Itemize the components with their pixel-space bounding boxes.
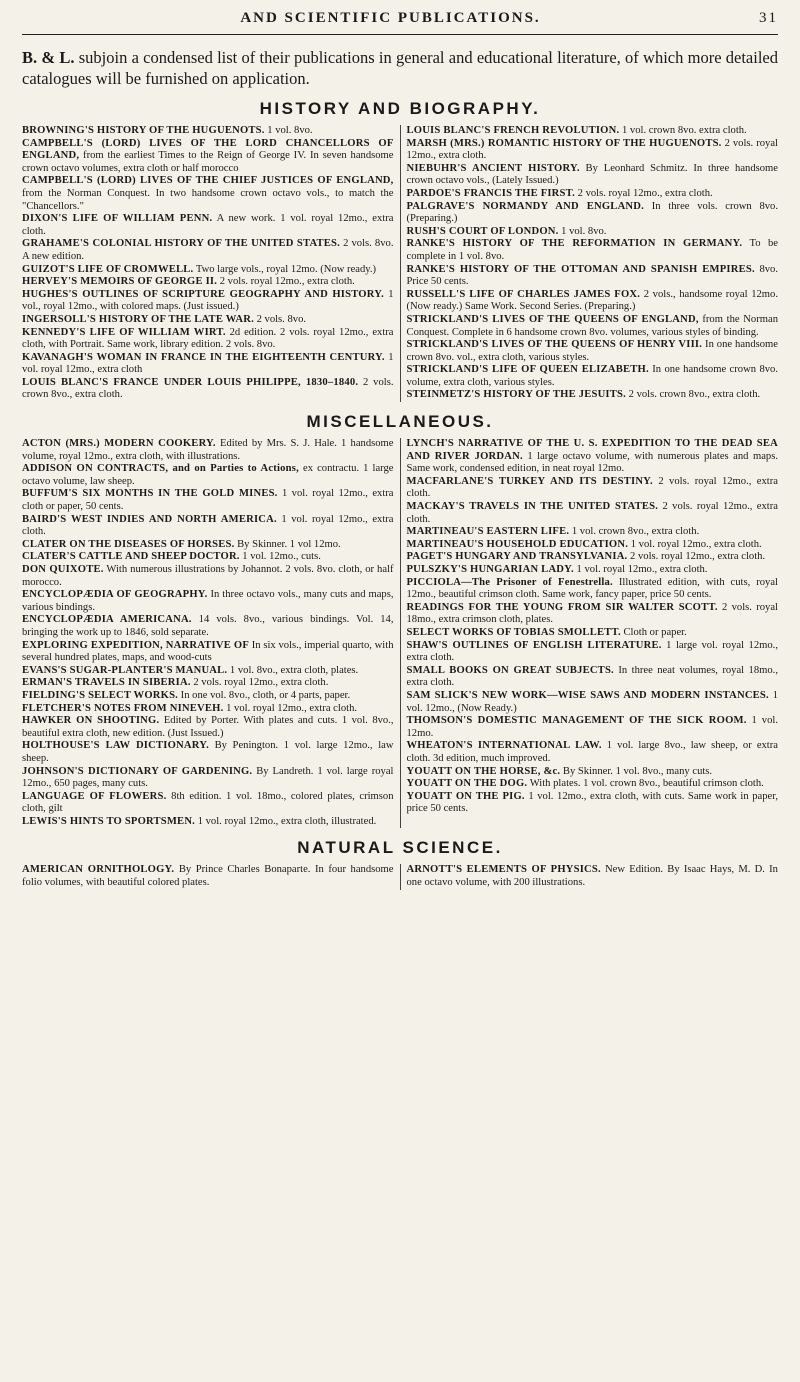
entry-description: 2 vols. royal 12mo., extra cloth. — [193, 677, 329, 689]
catalogue-entry — [22, 589, 394, 614]
catalogue-entry — [407, 539, 779, 552]
entry-title: KENNEDY'S LIFE OF WILLIAM WIRT. — [22, 326, 226, 338]
entry-description: 1 vol. crown 8vo., extra cloth. — [571, 526, 700, 538]
catalogue-entry — [407, 526, 779, 539]
entry-title: MACKAY'S TRAVELS IN THE UNITED STATES. — [406, 501, 659, 513]
entry-description: In one handsome crown 8vo. vol., extra cloth, various styles. — [406, 339, 778, 363]
column-left — [22, 438, 401, 828]
entry-description: Edited by Porter. With plates and cuts. 1 vol. 8vo., beautiful extra cloth, new edition. (Just Issued.) — [22, 715, 394, 739]
entry-title: DON QUIXOTE. — [22, 564, 104, 575]
entry-description: 1 vol. royal 12mo., extra cloth. — [22, 513, 394, 538]
entry-title: ARNOTT'S ELEMENTS OF PHYSICS. — [406, 864, 601, 876]
entry-title: HUGHES'S OUTLINES OF SCRIPTURE GEOGRAPHY AND HISTORY. — [22, 288, 384, 300]
entry-description: In three vols. crown 8vo. (Preparing.) — [406, 200, 778, 225]
entry-title: HAWKER ON SHOOTING. — [22, 715, 160, 727]
two-column-list — [22, 125, 778, 402]
entry-description: 1 large octavo volume, with numerous plates and maps. Same work, condensed edition, in neat royal 12mo. — [406, 450, 778, 475]
catalogue-entry — [407, 476, 779, 501]
catalogue-entry — [407, 640, 779, 665]
entry-title: ADDISON ON CONTRACTS, and on Parties to Actions, — [22, 463, 299, 475]
catalogue-entry — [407, 438, 779, 476]
catalogue-entry — [407, 314, 779, 339]
entry-title: MACFARLANE'S TURKEY AND ITS DESTINY. — [406, 475, 653, 487]
entry-title: STRICKLAND'S LIVES OF THE QUEENS OF ENGLAND, — [406, 313, 699, 325]
catalogue-entry — [22, 175, 394, 213]
running-head-title: AND SCIENTIFIC PUBLICATIONS. — [240, 10, 541, 26]
entry-description: 1 vol. 12mo., extra cloth, with cuts. Same work in paper, price 50 cents. — [406, 790, 778, 815]
entry-description: from the Norman Conquest. Complete in 6 handsome crown 8vo. volumes, various styles of binding. — [406, 313, 778, 338]
two-column-list — [22, 438, 778, 828]
catalogue-entry — [22, 463, 394, 488]
catalogue-entry — [407, 138, 779, 163]
catalogue-entry — [407, 791, 779, 816]
entry-description: 2 vols. 8vo. A new edition. — [22, 238, 394, 262]
section-heading: NATURAL SCIENCE. — [297, 838, 503, 858]
catalogue-entry — [22, 213, 394, 238]
entry-title: NIEBUHR'S ANCIENT HISTORY. — [406, 162, 580, 174]
entry-title: BAIRD'S WEST INDIES AND NORTH AMERICA. — [22, 513, 277, 525]
entry-title: SHAW'S OUTLINES OF ENGLISH LITERATURE. — [406, 639, 662, 651]
entry-title: MARTINEAU'S HOUSEHOLD EDUCATION. — [406, 538, 629, 550]
catalogue-entry — [22, 551, 394, 564]
entry-description: Cloth or paper. — [623, 626, 687, 638]
catalogue-entry — [22, 327, 394, 352]
entry-description: 1 vol., royal 12mo., with colored maps. (Just issued.) — [22, 288, 394, 313]
entry-description: By Leonhard Schmitz. In three handsome crown octavo vols., (Lately Issued.) — [406, 162, 778, 187]
column-right — [401, 864, 779, 889]
entry-description: In three octavo vols., many cuts and maps, various bindings. — [22, 589, 394, 613]
catalogue-entry — [22, 614, 394, 639]
catalogue-entry — [407, 226, 779, 239]
entry-title: CAMPBELL'S (LORD) LIVES OF THE CHIEF JUSTICES OF ENGLAND, — [22, 175, 394, 187]
entry-title: MARSH (MRS.) ROMANTIC HISTORY OF THE HUGUENOTS. — [406, 137, 722, 149]
entry-title: RANKE'S HISTORY OF THE REFORMATION IN GERMANY. — [406, 238, 743, 250]
catalogue-entry — [407, 125, 779, 138]
column-left — [22, 125, 401, 402]
page-number: 31 — [759, 10, 778, 26]
entry-description: In three neat volumes, royal 18mo., extra cloth. — [406, 664, 778, 689]
entry-description: 2 vols. royal 12mo., extra cloth. — [219, 276, 355, 288]
entry-description: 1 vol. 12mo. — [406, 715, 778, 739]
section-heading: MISCELLANEOUS. — [306, 412, 494, 432]
section-heading: HISTORY AND BIOGRAPHY. — [259, 99, 541, 118]
sections-container — [22, 99, 778, 890]
entry-description: 1 vol. 8vo. — [267, 125, 313, 136]
catalogue-entry — [407, 766, 779, 779]
entry-description: 1 vol. royal 12mo., extra cloth or paper, 50 cents. — [22, 488, 394, 513]
entry-description: 2 vols. royal 12mo., extra cloth. — [406, 501, 778, 525]
column-right — [401, 125, 779, 402]
entry-description: New Edition. By Isaac Hays, M. D. In one octavo volume, with 200 illustrations. — [406, 864, 778, 889]
catalogue-entry — [22, 816, 394, 829]
catalogue-entry — [22, 864, 394, 889]
entry-title: YOUATT ON THE DOG. — [406, 778, 528, 790]
entry-title: RANKE'S HISTORY OF THE OTTOMAN AND SPANISH EMPIRES. — [406, 263, 755, 275]
catalogue-entry — [22, 715, 394, 740]
catalogue-entry — [22, 766, 394, 791]
entry-title: LOUIS BLANC'S FRANCE UNDER LOUIS PHILIPPE, 1830–1840. — [22, 376, 359, 388]
entry-description: 2 vols., handsome royal 12mo. (Now ready.) Same Work. Second Series. (Preparing.) — [406, 288, 778, 313]
catalogue-entry — [407, 690, 779, 715]
entry-description: 1 vol. 8vo. — [561, 225, 607, 237]
entry-description: 1 large vol. royal 12mo., extra cloth. — [406, 639, 778, 664]
entry-title: READINGS FOR THE YOUNG FROM SIR WALTER SCOTT. — [406, 601, 718, 613]
entry-description: 8vo. Price 50 cents. — [406, 263, 778, 288]
catalogue-entry — [407, 740, 779, 765]
column-left — [22, 864, 401, 889]
catalogue-entry — [407, 389, 779, 402]
catalogue-entry — [22, 677, 394, 690]
entry-description: 2d edition. 2 vols. royal 12mo., extra cloth, with Portrait. Same work, library edition. 2 vols. 8vo. — [22, 326, 394, 351]
entry-title: PULSZKY'S HUNGARIAN LADY. — [406, 564, 574, 575]
catalogue-entry — [407, 577, 779, 602]
catalogue-entry — [22, 539, 394, 552]
entry-description: 2 vols. crown 8vo., extra cloth. — [22, 376, 394, 401]
catalogue-entry — [22, 289, 394, 314]
entry-title: JOHNSON'S DICTIONARY OF GARDENING. — [22, 765, 253, 777]
entry-description: 2 vols. royal 18mo., extra crimson cloth, plates. — [406, 601, 778, 626]
entry-title: LANGUAGE OF FLOWERS. — [22, 790, 167, 802]
section — [22, 838, 778, 889]
catalogue-entry — [22, 352, 394, 377]
entry-title: EXPLORING EXPEDITION, NARRATIVE OF — [22, 639, 250, 651]
catalogue-entry — [22, 665, 394, 678]
entry-description: By Prince Charles Bonaparte. In four handsome folio volumes, with beautiful colored plates. — [22, 864, 394, 889]
entry-title: MARTINEAU'S EASTERN LIFE. — [406, 526, 570, 538]
entry-description: 2 vols. royal 12mo., extra cloth. — [630, 551, 766, 563]
entry-title: BROWNING'S HISTORY OF THE HUGUENOTS. — [22, 125, 265, 136]
catalogue-entry — [22, 125, 394, 138]
section — [22, 412, 778, 828]
catalogue-entry — [407, 364, 779, 389]
entry-title: HERVEY'S MEMOIRS OF GEORGE II. — [22, 276, 218, 288]
entry-description: 1 vol. royal 12mo., extra cloth. — [576, 564, 708, 575]
entry-description: 1 vol. royal 12mo., extra cloth. — [630, 538, 762, 550]
entry-description: from the Norman Conquest. In two handsome crown octavo vols., to match the "Chancellors." — [22, 187, 394, 212]
catalogue-entry — [407, 564, 779, 577]
entry-description: To be complete in 1 vol. 8vo. — [406, 238, 778, 262]
entry-title: BUFFUM'S SIX MONTHS IN THE GOLD MINES. — [22, 488, 278, 500]
catalogue-entry — [407, 778, 779, 791]
catalogue-entry — [22, 438, 394, 463]
intro-paragraph — [22, 47, 778, 89]
entry-description: By Penington. 1 vol. large 12mo., law sheep. — [22, 740, 394, 764]
catalogue-entry — [22, 488, 394, 513]
column-right — [401, 438, 779, 828]
catalogue-entry — [407, 339, 779, 364]
catalogue-entry — [22, 238, 394, 263]
catalogue-entry — [22, 703, 394, 716]
catalogue-entry — [407, 289, 779, 314]
entry-description: With numerous illustrations by Johannot. 2 vols. 8vo. cloth, or half morocco. — [22, 564, 394, 588]
entry-description: 8th edition. 1 vol. 18mo., colored plates, crimson cloth, gilt — [22, 790, 394, 815]
entry-description: 1 vol. royal 12mo., extra cloth, illustrated. — [197, 815, 377, 827]
entry-title: FIELDING'S SELECT WORKS. — [22, 689, 179, 701]
entry-title: PARDOE'S FRANCIS THE FIRST. — [406, 187, 575, 199]
entry-title: AMERICAN ORNITHOLOGY. — [22, 864, 175, 876]
entry-description: In one vol. 8vo., cloth, or 4 parts, paper. — [180, 689, 351, 701]
catalogue-entry — [22, 138, 394, 176]
catalogue-entry — [22, 740, 394, 765]
catalogue-entry — [22, 264, 394, 277]
catalogue-page — [22, 10, 778, 890]
entry-description: ex contractu. 1 large octavo volume, law sheep. — [22, 463, 394, 487]
catalogue-entry — [407, 715, 779, 740]
entry-description: 1 vol. crown 8vo. extra cloth. — [621, 125, 747, 136]
entry-title: KAVANAGH'S WOMAN IN FRANCE IN THE EIGHTEENTH CENTURY. — [22, 351, 385, 363]
entry-title: SMALL BOOKS ON GREAT SUBJECTS. — [406, 664, 614, 676]
entry-title: LEWIS'S HINTS TO SPORTSMEN. — [22, 815, 196, 827]
entry-description: 1 vol. royal 12mo., extra cloth. — [226, 702, 358, 714]
entry-title: LOUIS BLANC'S FRENCH REVOLUTION. — [406, 125, 620, 136]
entry-description: 1 vol. 12mo., (Now Ready.) — [406, 689, 778, 714]
catalogue-entry — [22, 314, 394, 327]
catalogue-entry — [22, 514, 394, 539]
catalogue-entry — [22, 564, 394, 589]
catalogue-entry — [407, 501, 779, 526]
catalogue-entry — [22, 791, 394, 816]
catalogue-entry — [22, 276, 394, 289]
catalogue-entry — [407, 238, 779, 263]
catalogue-entry — [407, 201, 779, 226]
entry-description: In six vols., imperial quarto, with several hundred plates, maps, and wood-cuts — [22, 639, 394, 664]
section — [22, 99, 778, 402]
entry-title: FLETCHER'S NOTES FROM NINEVEH. — [22, 702, 224, 714]
intro-lead: B. & L. — [22, 48, 75, 67]
entry-description: 2 vols. royal 12mo., extra cloth. — [577, 187, 713, 199]
entry-title: GUIZOT'S LIFE OF CROMWELL. — [22, 263, 194, 275]
entry-title: PALGRAVE'S NORMANDY AND ENGLAND. — [406, 200, 644, 212]
entry-description: 1 vol. large 8vo., law sheep, or extra cloth. 3d edition, much improved. — [406, 740, 778, 764]
catalogue-entry — [407, 163, 779, 188]
entry-title: CLATER ON THE DISEASES OF HORSES. — [22, 538, 235, 550]
entry-description: With plates. 1 vol. crown 8vo., beautiful crimson cloth. — [529, 778, 764, 790]
catalogue-entry — [407, 627, 779, 640]
entry-description: 1 vol. 12mo., cuts. — [242, 551, 321, 563]
entry-title: DIXON'S LIFE OF WILLIAM PENN. — [22, 213, 213, 225]
entry-title: YOUATT ON THE PIG. — [406, 790, 525, 802]
entry-title: PICCIOLA—The Prisoner of Fenestrella. — [406, 576, 613, 588]
entry-description: By Skinner. 1 vol 12mo. — [237, 538, 341, 550]
entry-title: EVANS'S SUGAR-PLANTER'S MANUAL. — [22, 664, 228, 676]
entry-title: ERMAN'S TRAVELS IN SIBERIA. — [22, 677, 191, 689]
entry-title: STRICKLAND'S LIVES OF THE QUEENS OF HENRY VIII. — [406, 339, 703, 351]
entry-description: By Landreth. 1 vol. large royal 12mo., 650 pages, many cuts. — [22, 765, 394, 790]
entry-description: 2 vols. royal 12mo., extra cloth. — [406, 137, 778, 162]
entry-description: Two large vols., royal 12mo. (Now ready.) — [195, 263, 377, 275]
catalogue-entry — [22, 640, 394, 665]
catalogue-entry — [22, 377, 394, 402]
entry-title: HOLTHOUSE'S LAW DICTIONARY. — [22, 740, 209, 752]
entry-title: STEINMETZ'S HISTORY OF THE JESUITS. — [406, 389, 626, 401]
running-head — [22, 10, 778, 32]
entry-description: Illustrated edition, with cuts, royal 12mo., beautiful crimson cloth. Same work, fancy paper, price 50 cents. — [406, 576, 778, 601]
entry-title: RUSSELL'S LIFE OF CHARLES JAMES FOX. — [406, 288, 641, 300]
entry-title: PAGET'S HUNGARY AND TRANSYLVANIA. — [406, 551, 628, 563]
entry-title: ENCYCLOPÆDIA OF GEOGRAPHY. — [22, 589, 208, 601]
entry-description: 1 vol. 8vo., extra cloth, plates. — [229, 664, 359, 676]
catalogue-entry — [407, 864, 779, 889]
entry-description: 2 vols. 8vo. — [256, 313, 307, 325]
catalogue-entry — [407, 602, 779, 627]
entry-description: A new work. 1 vol. royal 12mo., extra cloth. — [22, 213, 394, 237]
entry-description: 14 vols. 8vo., various bindings. Vol. 14, bringing the work up to 1846, sold separate. — [22, 614, 394, 638]
entry-title: RUSH'S COURT OF LONDON. — [406, 225, 559, 237]
catalogue-entry — [407, 188, 779, 201]
entry-title: ENCYCLOPÆDIA AMERICANA. — [22, 614, 192, 626]
catalogue-entry — [407, 665, 779, 690]
entry-description: 2 vols. crown 8vo., extra cloth. — [628, 389, 761, 401]
entry-description: By Skinner. 1 vol. 8vo., many cuts. — [562, 765, 713, 777]
entry-title: ACTON (MRS.) MODERN COOKERY. — [22, 438, 216, 450]
intro-text: subjoin a condensed list of their publications in general and educational literature, of which more detailed catalogues will be furnished on application. — [22, 48, 778, 88]
entry-description: 2 vols. royal 12mo., extra cloth. — [406, 475, 778, 500]
entry-title: CAMPBELL'S (LORD) LIVES OF THE LORD CHANCELLORS OF ENGLAND, — [22, 137, 394, 162]
catalogue-entry — [407, 551, 779, 564]
entry-description: Edited by Mrs. S. J. Hale. 1 handsome volume, royal 12mo., extra cloth, with illustrations. — [22, 438, 394, 462]
entry-title: YOUATT ON THE HORSE, &c. — [406, 765, 561, 777]
entry-title: LYNCH'S NARRATIVE OF THE U. S. EXPEDITION TO THE DEAD SEA AND RIVER JORDAN. — [406, 438, 778, 462]
entry-title: SELECT WORKS OF TOBIAS SMOLLETT. — [406, 626, 621, 638]
entry-description: from the earliest Times to the Reign of George IV. In seven handsome crown octavo volumes, extra cloth or half morocco — [22, 150, 394, 174]
header-rule — [22, 34, 778, 35]
entry-title: STRICKLAND'S LIFE OF QUEEN ELIZABETH. — [406, 364, 649, 376]
catalogue-entry — [407, 264, 779, 289]
entry-title: CLATER'S CATTLE AND SHEEP DOCTOR. — [22, 551, 240, 563]
entry-title: INGERSOLL'S HISTORY OF THE LATE WAR. — [22, 313, 254, 325]
entry-description: In one handsome crown 8vo. volume, extra cloth, various styles. — [406, 364, 778, 388]
entry-title: WHEATON'S INTERNATIONAL LAW. — [406, 740, 602, 752]
entry-title: GRAHAME'S COLONIAL HISTORY OF THE UNITED STATES. — [22, 238, 340, 250]
catalogue-entry — [22, 690, 394, 703]
entry-title: SAM SLICK'S NEW WORK—WISE SAWS AND MODERN INSTANCES. — [406, 689, 769, 701]
entry-title: THOMSON'S DOMESTIC MANAGEMENT OF THE SICK ROOM. — [406, 715, 747, 727]
two-column-list — [22, 864, 778, 889]
entry-description: 1 vol. royal 12mo., extra cloth — [22, 351, 394, 376]
